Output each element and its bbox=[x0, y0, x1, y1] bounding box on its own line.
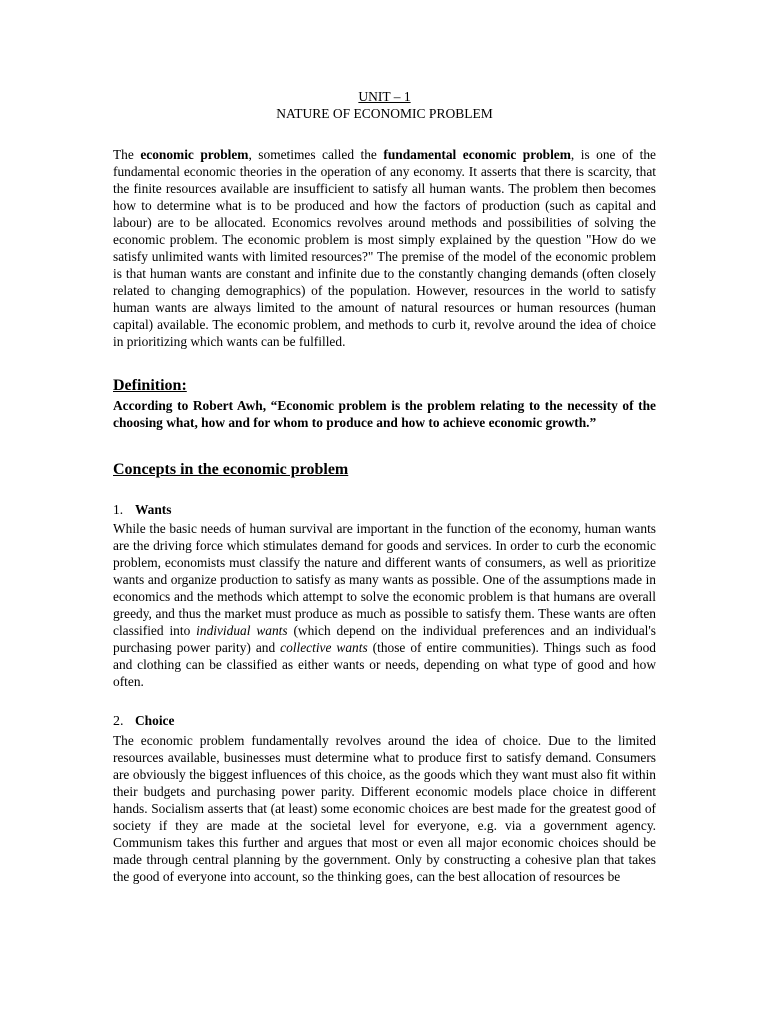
wants-italic-1: individual wants bbox=[196, 623, 288, 638]
intro-bold-2: fundamental economic problem bbox=[383, 147, 571, 162]
wants-title: Wants bbox=[135, 502, 172, 517]
wants-italic-2: collective wants bbox=[280, 640, 368, 655]
intro-text-1: The bbox=[113, 147, 141, 162]
concepts-heading: Concepts in the economic problem bbox=[113, 461, 349, 478]
intro-bold-1: economic problem bbox=[140, 147, 249, 162]
wants-heading bbox=[113, 501, 656, 518]
choice-title: Choice bbox=[135, 713, 175, 728]
page-title: NATURE OF ECONOMIC PROBLEM bbox=[276, 106, 493, 121]
unit-heading: UNIT – 1 bbox=[358, 89, 411, 104]
intro-text-2: , sometimes called the bbox=[248, 147, 384, 162]
choice-number: 2. bbox=[113, 714, 124, 729]
intro-text-3: , is one of the fundamental economic theories in the operation of any economy. It asserts that there is scarcity, that the finite resources available are insufficient to satisfy all human wants. The problem then becomes how to determine what is to be produced and how the factors of production (such as capital and labour) are to be allocated. Economics revolves around methods and possibilities of solving the economic problem. The economic problem is most simply explained by the question "How do we satisfy unlimited wants with limited resources?" The premise of the model of the economic problem is that human wants are constant and infinite due to the constantly changing demands (often closely related to changing demographics) of the population. However, resources in the world to satisfy human wants are always limited to the amount of natural resources or human resources (human capital) available. The economic problem, and methods to curb it, revolve around the idea of choice in prioritizing which wants can be fulfilled. bbox=[113, 147, 656, 349]
wants-text-1: While the basic needs of human survival are important in the function of the economy, human wants are the driving force which stimulates demand for goods and services. In order to curb the economic problem, economists must classify the nature and different wants of consumers, as well as prioritize wants and organize production to satisfy as many wants as possible. One of the assumptions made in economics and the methods which attempt to solve the economic problem is that humans are overall greedy, and thus the market must produce as much as possible to satisfy them. These wants are often classified into bbox=[113, 521, 656, 638]
choice-paragraph: The economic problem fundamentally revolves around the idea of choice. Due to the limited resources available, businesses must determine what to produce first to satisfy demand. Consumers are obviously the biggest influences of this choice, as the goods which they want must also fit within their budgets and purchasing power parity. Different economic models place choice in different hands. Socialism asserts that (at least) some economic choices are best made for the greatest good of society if they are made at the societal level for everyone, e.g. via a government agency. Communism takes this further and argues that most or even all major economic choices should be made through central planning by the government. Only by constructing a cohesive plan that takes the good of everyone into account, so the thinking goes, can the best allocation of resources be bbox=[113, 733, 656, 884]
definition-text: According to Robert Awh, “Economic problem is the problem relating to the necessity of the choosing what, how and for whom to produce and how to achieve economic growth.” bbox=[113, 398, 656, 430]
definition-heading: Definition: bbox=[113, 377, 187, 394]
wants-text-2: (which depend on the individual preferences and an individual's purchasing power parity) and bbox=[113, 623, 656, 655]
wants-text-3: (those of entire communities). Things such as food and clothing can be classified as either wants or needs, depending on what type of good and how often. bbox=[113, 640, 656, 689]
document-content bbox=[113, 88, 656, 885]
choice-heading bbox=[113, 712, 656, 730]
wants-paragraph bbox=[113, 520, 656, 690]
intro-paragraph bbox=[113, 146, 656, 350]
wants-number: 1. bbox=[113, 502, 124, 517]
